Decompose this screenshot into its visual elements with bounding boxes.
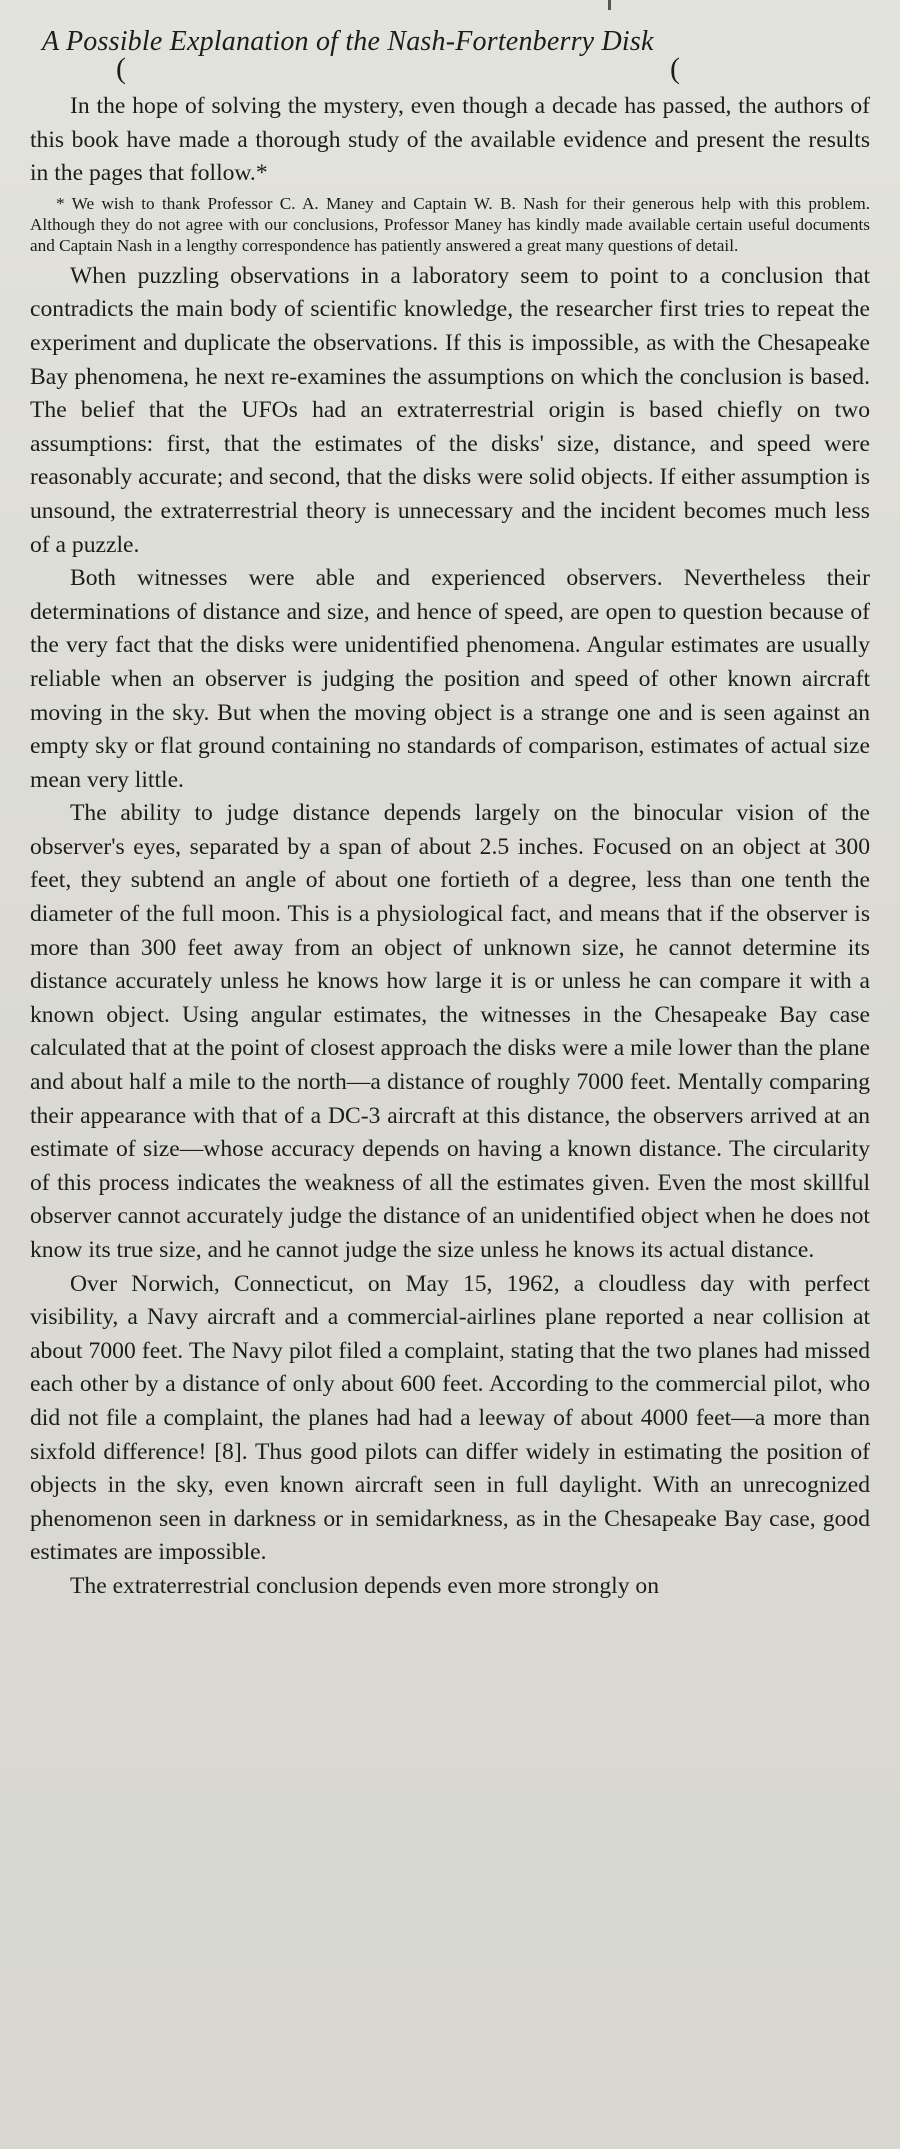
footnote: * We wish to thank Professor C. A. Maney and Captain W. B. Nash for their generous help with this problem. Although they do not agree with our conclusions, Professor Maney has kindly made available certain useful documents and Captain Nash in a lengthy correspondence has patiently answered a great many questions of detail. [30,193,870,255]
page-title: A Possible Explanation of the Nash-Fortenberry Disk [42,26,654,57]
paragraph-witnesses: Both witnesses were able and experienced observers. Nevertheless their determinations of distance and size, and hence of speed, are open to question because of the very fact that the disks were unidentified phenomena. Angular estimates are usually reliable when an observer is judging the position and speed of other known aircraft moving in the sky. But when the moving object is a strange one and is seen against an empty sky or flat ground containing no standards of comparison, estimates of actual size mean very little. [30,565,870,793]
scan-mark [608,0,611,10]
paragraph-assumptions: When puzzling observations in a laboratory seem to point to a conclusion that contradicts the main body of scientific knowledge, the researcher first tries to repeat the experiment and duplicate the observations. If this is impossible, as with the Chesapeake Bay phenomena, he next re-examines the assumptions on which the conclusion is based. The belief that the UFOs had an extraterrestrial origin is based chiefly on two assumptions: first, that the estimates of the disks' size, distance, and speed were reasonably accurate; and second, that the disks were solid objects. If either assumption is unsound, the extraterrestrial theory is unnecessary and the incident becomes much less of a puzzle. [30,262,870,558]
handwritten-marks [30,52,870,88]
paragraph-conclusion: The extraterrestrial conclusion depends even more strongly on [70,1572,659,1599]
paren-mark-left: ( [116,52,126,85]
paragraph-intro: In the hope of solving the mystery, even though a decade has passed, the authors of this book have made a thorough study of the available evidence and present the results in the pages that follow.* [30,93,870,187]
paren-mark-right: ( [670,52,680,85]
paragraph-norwich: Over Norwich, Connecticut, on May 15, 1962, a cloudless day with perfect visibility, a Navy aircraft and a commercial-airlines plane reported a near collision at about 7000 feet. The Navy pilot filed a complaint, stating that the two planes had missed each other by a distance of only about 600 feet. According to the commercial pilot, who did not file a complaint, the planes had had a leeway of about 4000 feet—a more than sixfold difference! [8]. Thus good pilots can differ widely in estimating the position of objects in the sky, even known aircraft seen in full daylight. With an unrecognized phenomenon seen in darkness or in semidarkness, as in the Chesapeake Bay case, good estimates are impossible. [30,1270,870,1566]
paragraph-binocular: The ability to judge distance depends largely on the binocular vision of the observer's eyes, separated by a span of about 2.5 inches. Focused on an object at 300 feet, they subtend an angle of about one fortieth of a degree, less than one tenth the diameter of the full moon. This is a physiological fact, and means that if the observer is more than 300 feet away from an object of unknown size, he cannot determine its distance accurately unless he knows how large it is or unless he can compare it with a known object. Using angular estimates, the witnesses in the Chesapeake Bay case calculated that at the point of closest approach the disks were a mile lower than the plane and about half a mile to the north—a distance of roughly 7000 feet. Mentally comparing their appearance with that of a DC-3 aircraft at this distance, the observers arrived at an estimate of size—whose accuracy depends on having a known distance. The circularity of this process indicates the weakness of all the estimates given. Even the most skillful observer cannot accurately judge the distance of an unidentified object when he does not know its true size, and he cannot judge the size unless he knows its actual distance. [30,800,870,1263]
